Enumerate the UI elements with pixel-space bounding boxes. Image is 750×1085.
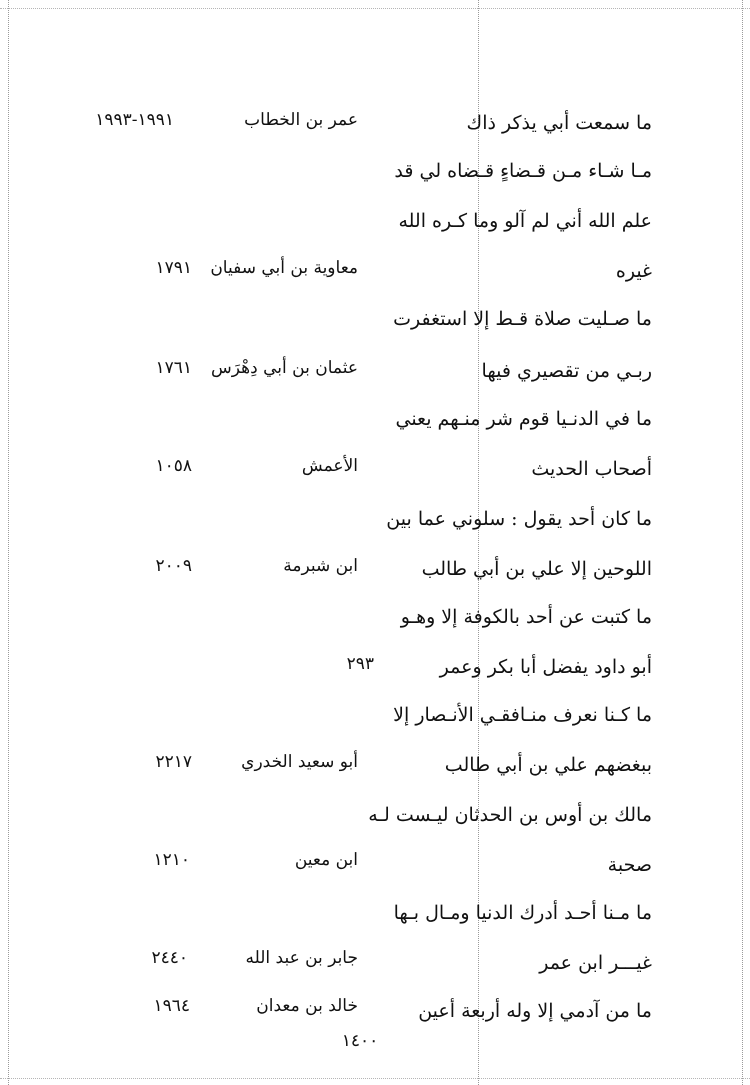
reference-number: ١٠٥٨ (155, 456, 192, 476)
guide-line-right-edge (742, 0, 743, 1085)
reference-number: ٢٩٣ (346, 654, 374, 674)
reference-number: ١٧٦١ (155, 358, 192, 378)
narrator-name: ابن معين (294, 850, 358, 870)
guide-line-bottom-edge (0, 1078, 750, 1079)
entry-text-line: ببغضهم علي بن أبي طالب (444, 754, 652, 776)
narrator-name: خالد بن معدان (256, 996, 358, 1016)
guide-line-left-edge (8, 0, 9, 1085)
reference-number: ٢٤٤٠ (151, 948, 188, 968)
entry-text-line: اللوحين إلا علي بن أبي طالب (421, 558, 652, 580)
entry-text-line: مالك بن أوس بن الحدثان ليـست لـه (368, 804, 652, 826)
narrator-name: ابن شبرمة (283, 556, 358, 576)
reference-number: ١٢١٠ (153, 850, 190, 870)
reference-number: ٢٠٠٩ (155, 556, 192, 576)
narrator-name: عثمان بن أبي دِهْرَس (211, 358, 358, 378)
entry-text-line: صحبة (607, 854, 652, 876)
entry-text-line: أبو داود يفضل أبا بكر وعمر (439, 656, 652, 678)
entry-text-line: غيره (615, 260, 652, 282)
reference-number: ١٩٩١-١٩٩٣ (95, 110, 174, 130)
narrator-name: معاوية بن أبي سفيان (210, 258, 358, 278)
narrator-name: جابر بن عبد الله (245, 948, 358, 968)
entry-text-line: غيـــر ابن عمر (539, 952, 652, 974)
entry-text-line: ربـي من تقصيري فيها (481, 360, 652, 382)
entry-text-line: علم الله أني لم آلو وما كـره الله (398, 210, 652, 232)
reference-number: ١٧٩١ (155, 258, 192, 278)
entry-text-line: ما كتبت عن أحد بالكوفة إلا وهـو (400, 606, 652, 628)
page-number: ١٤٠٠ (341, 1031, 379, 1051)
entry-text-line: ما صـليت صلاة قـط إلا استغفرت (393, 308, 652, 330)
guide-line-top-edge (0, 8, 750, 9)
entry-text-line: أصحاب الحديث (531, 458, 652, 480)
narrator-name: الأعمش (301, 456, 358, 476)
entry-text-line: ما سمعت أبي يذكر ذاك (466, 112, 652, 134)
narrator-name: أبو سعيد الخدري (241, 752, 358, 772)
narrator-name: عمر بن الخطاب (244, 110, 358, 130)
entry-text-line: ما من آدمي إلا وله أربعة أعين (418, 1000, 652, 1022)
entry-text-line: مـا شـاء مـن قـضاءٍ قـضاه لي قد (394, 160, 652, 182)
entry-text-line: ما في الدنـيا قوم شر منـهم يعني (395, 408, 652, 430)
reference-number: ٢٢١٧ (155, 752, 192, 772)
reference-number: ١٩٦٤ (153, 996, 190, 1016)
entry-text-line: ما كان أحد يقول : سلوني عما بين (386, 508, 652, 530)
entry-text-line: ما كـنا نعرف منـافقـي الأنـصار إلا (393, 704, 652, 726)
entry-text-line: ما مـنا أحـد أدرك الدنيا ومـال بـها (393, 902, 652, 924)
